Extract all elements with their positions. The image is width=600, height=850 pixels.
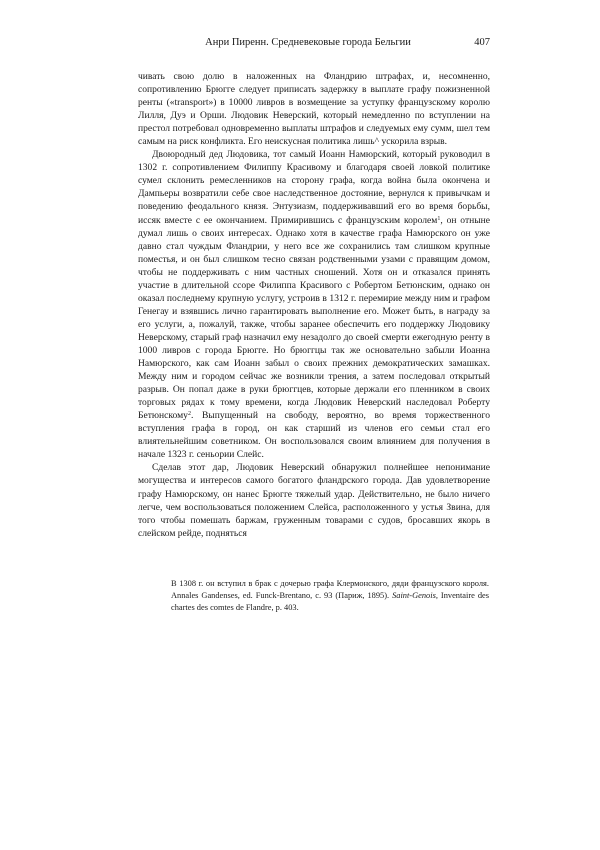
footnote-text: В 1308 г. он вступил в брак с дочерью графа Клермонского, дяди французского короля. Annales Gandenses, ed. Funck-Brentano, с. 93 (Париж, 1895). [171,579,489,600]
footnote [171,578,489,614]
paragraph-sluis: Сделав этот дар, Людовик Неверский обнаружил полнейшее непонимание могущества и интересов самого богатого фландрского города. Дав удовлетворение графу Намюрскому, он нанес Брюгге тяжелый удар. Действительно, не было ничего легче, чем воспользоваться положением Слейса, расположенного у устья Звина, для того чтобы помешать баржам, груженным товарами с судов, бросавших якорь в слейском рейде, подняться [138,462,490,539]
paragraph-text-part: , он отныне думал лишь о своих интересах. Однако хотя в качестве графа Намюрского он уже давно стал чуждым Фландрии, у него все же сохранились там слишком крупные поместья, и он был слишком тесно связан родственными узами с правящим домом, чтобы не поддерживать с ним частных сношений. Хотя он и отказался принять участие в длительной ссоре Филиппа Красивого с Робертом Бетюнским, однако он оказал последнему крупную услугу, устроив в 1312 г. перемирие между ним и графом Генегау и взявшись лично гарантировать выполнение его. Может быть, в награду за его услуги, а, пожалуй, также, чтобы заранее обеспечить его поддержку Людовику Неверскому, старый граф назначил ему незадолго до своей смерти ежегодную ренту в 1000 ливров с города Брюгге. Но брюггцы так же основательно забыли Иоанна Намюрского, как сам Иоанн забыл о своих прежних демократических замашках. Между ним и городом сейчас же возникли трения, а затем последовал открытый разрыв. Он попал даже в руки брюггцев, которые держали его пленником в своих торговых рядах к тому времени, когда Людовик Неверский наследовал Роберту Бетюнскому [138,214,490,422]
running-head [138,36,490,50]
body-text [138,70,490,540]
footnote-text: Inventaire des chartes des comtes de Flandre, p. 403. [171,591,489,612]
paragraph-jean-de-namur [138,148,490,461]
footnote-ref-1[interactable]: 1 [437,215,441,222]
footnote-italic-author: Saint-Genois, [392,591,438,600]
page-number: 407 [474,37,490,48]
paragraph-text-part: . Выпущенный на свободу, вероятно, во время торжественного вступления графа в город, он как старший из членов его семьи стал его влиятельнейшим советником. Он воспользовался своим влиянием для получения в начале 1323 г. сеньории Слейс. [138,410,490,461]
paragraph-text-part: Двоюродный дед Людовика, тот самый Иоанн Намюрский, который руководил в 1302 г. сопротивлением Филиппу Красивому и благодаря своей ловкой политике сумел склонить ремесленников на сторону графа, когда война была окончена и Дампьеры возвратили себе свое наследственное достояние, вернулся к привычкам и поведению феодального князя. Энтузиазм, поддерживавший его во время борьбы, иссяк вместе с ее окончанием. Примирившись с французским королем [138,149,490,226]
footnote-ref-2[interactable]: 2 [187,411,191,418]
paragraph-continued: чивать свою долю в наложенных на Фландрию штрафах, и, несомненно, сопротивлению Брюгге следует приписать задержку в выплате графу пожизненной ренты («transport») в 10000 ливров в возмещение за уступку французскому королю Лилля, Дуэ и Орши. Людовик Неверский, который немедленно по вступлении на престол потребовал одновременно выплаты штрафов и следуемых ему сумм, шел тем самым на риск конфликта. Его неискусная политика лишь^ ускорила взрыв. [138,71,490,148]
running-title: Анри Пиренн. Средневековые города Бельгии [205,37,411,48]
